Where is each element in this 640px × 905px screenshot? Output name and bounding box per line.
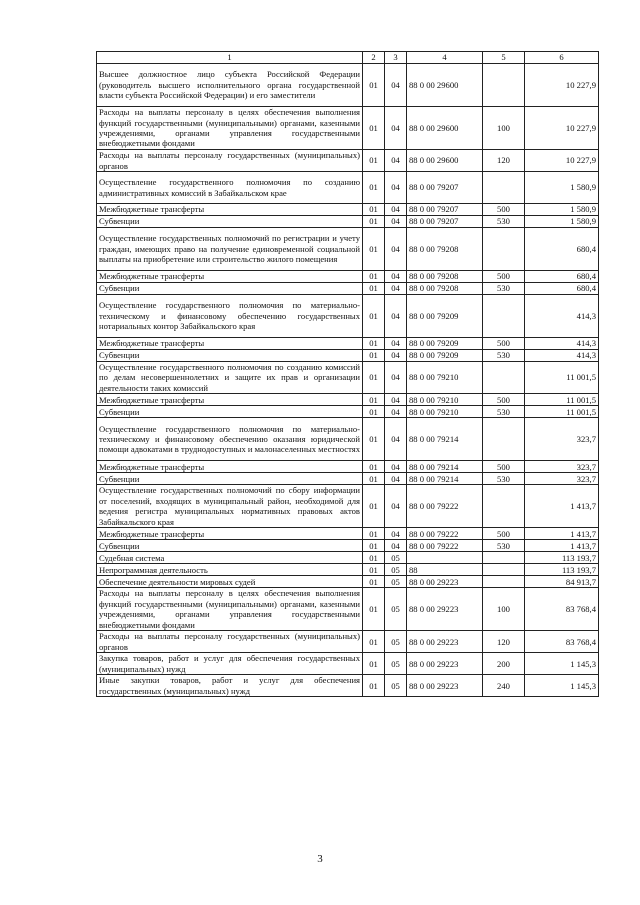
row-target-article: 88 0 00 79214 bbox=[407, 461, 483, 473]
row-amount: 11 001,5 bbox=[525, 362, 599, 394]
table-row bbox=[97, 216, 599, 228]
table-row bbox=[97, 394, 599, 406]
row-expense-type: 530 bbox=[483, 216, 525, 228]
row-name: Расходы на выплаты персоналу в целях обеспечения выполнения функций государственными (муниципальными) органами, казенными учреждениями, органами управления государственными внебюджетными фондами bbox=[97, 107, 363, 150]
row-subsection: 04 bbox=[385, 540, 407, 552]
row-amount: 680,4 bbox=[525, 228, 599, 271]
row-name: Осуществление государственных полномочий по регистрации и учету граждан, имеющих право на получение единовременной социальной выплаты на приобретение или строительство жилого помещения bbox=[97, 228, 363, 271]
row-section: 01 bbox=[363, 350, 385, 362]
row-section: 01 bbox=[363, 295, 385, 338]
table-row bbox=[97, 406, 599, 418]
row-target-article: 88 0 00 79222 bbox=[407, 485, 483, 528]
row-target-article: 88 0 00 79207 bbox=[407, 172, 483, 204]
table-row bbox=[97, 485, 599, 528]
row-expense-type bbox=[483, 64, 525, 107]
row-subsection: 05 bbox=[385, 564, 407, 576]
table-row bbox=[97, 540, 599, 552]
row-section: 01 bbox=[363, 588, 385, 631]
row-subsection: 04 bbox=[385, 204, 407, 216]
row-expense-type: 200 bbox=[483, 653, 525, 675]
row-expense-type: 100 bbox=[483, 107, 525, 150]
row-name: Межбюджетные трансферты bbox=[97, 271, 363, 283]
row-name: Судебная система bbox=[97, 552, 363, 564]
row-name: Субвенции bbox=[97, 406, 363, 418]
row-amount: 10 227,9 bbox=[525, 64, 599, 107]
row-target-article: 88 0 00 29223 bbox=[407, 653, 483, 675]
row-subsection: 04 bbox=[385, 338, 407, 350]
table-body bbox=[97, 64, 599, 697]
row-amount: 10 227,9 bbox=[525, 107, 599, 150]
row-expense-type: 100 bbox=[483, 588, 525, 631]
table-row bbox=[97, 204, 599, 216]
table-row bbox=[97, 228, 599, 271]
row-target-article: 88 0 00 79208 bbox=[407, 228, 483, 271]
table-row bbox=[97, 576, 599, 588]
row-amount: 414,3 bbox=[525, 350, 599, 362]
table-row bbox=[97, 461, 599, 473]
row-target-article: 88 0 00 79207 bbox=[407, 204, 483, 216]
row-subsection: 04 bbox=[385, 228, 407, 271]
row-name: Межбюджетные трансферты bbox=[97, 204, 363, 216]
row-subsection: 04 bbox=[385, 461, 407, 473]
table-row bbox=[97, 295, 599, 338]
header-col-2: 2 bbox=[363, 52, 385, 64]
row-subsection: 05 bbox=[385, 588, 407, 631]
header-col-1: 1 bbox=[97, 52, 363, 64]
row-expense-type: 530 bbox=[483, 283, 525, 295]
row-section: 01 bbox=[363, 216, 385, 228]
table-row bbox=[97, 552, 599, 564]
row-target-article: 88 0 00 79214 bbox=[407, 473, 483, 485]
row-amount: 680,4 bbox=[525, 283, 599, 295]
row-section: 01 bbox=[363, 564, 385, 576]
row-target-article: 88 0 00 79210 bbox=[407, 362, 483, 394]
row-section: 01 bbox=[363, 675, 385, 697]
row-subsection: 04 bbox=[385, 64, 407, 107]
row-subsection: 04 bbox=[385, 350, 407, 362]
row-target-article: 88 0 00 29223 bbox=[407, 588, 483, 631]
row-expense-type bbox=[483, 362, 525, 394]
row-section: 01 bbox=[363, 107, 385, 150]
row-amount: 11 001,5 bbox=[525, 406, 599, 418]
row-section: 01 bbox=[363, 271, 385, 283]
row-subsection: 04 bbox=[385, 150, 407, 172]
row-target-article: 88 0 00 79207 bbox=[407, 216, 483, 228]
row-section: 01 bbox=[363, 338, 385, 350]
row-target-article: 88 0 00 79214 bbox=[407, 418, 483, 461]
table-row bbox=[97, 564, 599, 576]
row-target-article: 88 0 00 79210 bbox=[407, 394, 483, 406]
row-amount: 323,7 bbox=[525, 473, 599, 485]
row-name: Расходы на выплаты персоналу в целях обеспечения выполнения функций государственными (муниципальными) органами, казенными учреждениями, органами управления государственными внебюджетными фондами bbox=[97, 588, 363, 631]
table-row bbox=[97, 172, 599, 204]
row-subsection: 04 bbox=[385, 172, 407, 204]
row-subsection: 04 bbox=[385, 528, 407, 540]
row-name: Высшее должностное лицо субъекта Российской Федерации (руководитель высшего исполнительного органа государственной власти субъекта Российской Федерации) и его заместители bbox=[97, 64, 363, 107]
row-target-article: 88 0 00 29600 bbox=[407, 107, 483, 150]
row-expense-type: 500 bbox=[483, 461, 525, 473]
row-target-article: 88 0 00 79209 bbox=[407, 338, 483, 350]
row-section: 01 bbox=[363, 204, 385, 216]
row-target-article: 88 0 00 79208 bbox=[407, 271, 483, 283]
row-expense-type: 500 bbox=[483, 394, 525, 406]
header-col-4: 4 bbox=[407, 52, 483, 64]
page-number: 3 bbox=[317, 853, 323, 865]
row-expense-type: 530 bbox=[483, 540, 525, 552]
row-target-article: 88 0 00 29223 bbox=[407, 675, 483, 697]
row-section: 01 bbox=[363, 406, 385, 418]
row-expense-type: 500 bbox=[483, 528, 525, 540]
row-expense-type: 240 bbox=[483, 675, 525, 697]
row-expense-type: 500 bbox=[483, 204, 525, 216]
row-subsection: 04 bbox=[385, 283, 407, 295]
row-section: 01 bbox=[363, 552, 385, 564]
header-col-3: 3 bbox=[385, 52, 407, 64]
row-subsection: 04 bbox=[385, 406, 407, 418]
table-row bbox=[97, 107, 599, 150]
row-name: Межбюджетные трансферты bbox=[97, 461, 363, 473]
row-subsection: 04 bbox=[385, 295, 407, 338]
row-amount: 83 768,4 bbox=[525, 631, 599, 653]
row-target-article: 88 0 00 29223 bbox=[407, 576, 483, 588]
row-section: 01 bbox=[363, 283, 385, 295]
header-row bbox=[97, 52, 599, 64]
header-col-6: 6 bbox=[525, 52, 599, 64]
row-expense-type: 530 bbox=[483, 406, 525, 418]
row-name: Осуществление государственного полномочия по созданию комиссий по делам несовершеннолетних и защите их прав и организации деятельности таких комиссий bbox=[97, 362, 363, 394]
row-name: Расходы на выплаты персоналу государственных (муниципальных) органов bbox=[97, 150, 363, 172]
row-amount: 10 227,9 bbox=[525, 150, 599, 172]
row-target-article bbox=[407, 552, 483, 564]
row-target-article: 88 0 00 79222 bbox=[407, 528, 483, 540]
row-section: 01 bbox=[363, 362, 385, 394]
row-amount: 323,7 bbox=[525, 461, 599, 473]
row-amount: 83 768,4 bbox=[525, 588, 599, 631]
row-name: Расходы на выплаты персоналу государственных (муниципальных) органов bbox=[97, 631, 363, 653]
row-amount: 1 413,7 bbox=[525, 528, 599, 540]
row-subsection: 05 bbox=[385, 552, 407, 564]
row-amount: 113 193,7 bbox=[525, 564, 599, 576]
table-row bbox=[97, 631, 599, 653]
table-row bbox=[97, 528, 599, 540]
row-section: 01 bbox=[363, 172, 385, 204]
row-subsection: 05 bbox=[385, 631, 407, 653]
row-name: Осуществление государственных полномочий по сбору информации от поселений, входящих в муниципальный район, необходимой для ведения регистра муниципальных нормативных правовых актов Забайкальского края bbox=[97, 485, 363, 528]
row-name: Субвенции bbox=[97, 283, 363, 295]
row-section: 01 bbox=[363, 473, 385, 485]
row-expense-type bbox=[483, 418, 525, 461]
row-name: Межбюджетные трансферты bbox=[97, 528, 363, 540]
budget-table bbox=[96, 51, 599, 697]
row-name: Обеспечение деятельности мировых судей bbox=[97, 576, 363, 588]
row-target-article: 88 0 00 29600 bbox=[407, 150, 483, 172]
row-expense-type bbox=[483, 552, 525, 564]
row-section: 01 bbox=[363, 540, 385, 552]
row-amount: 1 145,3 bbox=[525, 653, 599, 675]
row-subsection: 05 bbox=[385, 576, 407, 588]
row-subsection: 04 bbox=[385, 271, 407, 283]
row-expense-type bbox=[483, 295, 525, 338]
row-amount: 1 580,9 bbox=[525, 172, 599, 204]
row-amount: 414,3 bbox=[525, 295, 599, 338]
row-section: 01 bbox=[363, 461, 385, 473]
row-amount: 414,3 bbox=[525, 338, 599, 350]
row-section: 01 bbox=[363, 653, 385, 675]
row-amount: 323,7 bbox=[525, 418, 599, 461]
row-expense-type bbox=[483, 485, 525, 528]
table-row bbox=[97, 271, 599, 283]
table-row bbox=[97, 675, 599, 697]
row-name: Осуществление государственного полномочия по созданию административных комиссий в Забайкальском крае bbox=[97, 172, 363, 204]
row-subsection: 04 bbox=[385, 394, 407, 406]
row-name: Непрограммная деятельность bbox=[97, 564, 363, 576]
table-row bbox=[97, 350, 599, 362]
row-subsection: 04 bbox=[385, 216, 407, 228]
row-expense-type bbox=[483, 172, 525, 204]
row-section: 01 bbox=[363, 418, 385, 461]
row-amount: 11 001,5 bbox=[525, 394, 599, 406]
row-amount: 680,4 bbox=[525, 271, 599, 283]
row-target-article: 88 0 00 79222 bbox=[407, 540, 483, 552]
row-expense-type bbox=[483, 564, 525, 576]
row-target-article: 88 0 00 29600 bbox=[407, 64, 483, 107]
row-subsection: 05 bbox=[385, 675, 407, 697]
row-expense-type: 530 bbox=[483, 350, 525, 362]
row-subsection: 04 bbox=[385, 485, 407, 528]
row-expense-type bbox=[483, 228, 525, 271]
table-row bbox=[97, 473, 599, 485]
row-amount: 1 580,9 bbox=[525, 204, 599, 216]
row-name: Осуществление государственного полномочия по материально-техническому и финансовому обеспечению государственных нотариальных контор Забайкальского края bbox=[97, 295, 363, 338]
row-expense-type bbox=[483, 576, 525, 588]
row-amount: 1 413,7 bbox=[525, 540, 599, 552]
row-name: Иные закупки товаров, работ и услуг для обеспечения государственных (муниципальных) нужд bbox=[97, 675, 363, 697]
row-subsection: 05 bbox=[385, 653, 407, 675]
table-row bbox=[97, 283, 599, 295]
row-target-article: 88 0 00 79209 bbox=[407, 295, 483, 338]
row-section: 01 bbox=[363, 485, 385, 528]
row-target-article: 88 0 00 29223 bbox=[407, 631, 483, 653]
budget-document bbox=[96, 51, 598, 697]
row-name: Субвенции bbox=[97, 473, 363, 485]
row-name: Межбюджетные трансферты bbox=[97, 394, 363, 406]
table-row bbox=[97, 588, 599, 631]
row-amount: 84 913,7 bbox=[525, 576, 599, 588]
row-name: Закупка товаров, работ и услуг для обеспечения государственных (муниципальных) нужд bbox=[97, 653, 363, 675]
row-target-article: 88 bbox=[407, 564, 483, 576]
row-name: Межбюджетные трансферты bbox=[97, 338, 363, 350]
row-subsection: 04 bbox=[385, 107, 407, 150]
row-expense-type: 120 bbox=[483, 631, 525, 653]
table-row bbox=[97, 338, 599, 350]
table-row bbox=[97, 362, 599, 394]
row-section: 01 bbox=[363, 394, 385, 406]
row-name: Осуществление государственного полномочия по материально-техническому и финансовому обеспечению оказания юридической помощи адвокатами в труднодоступных и малонаселенных местностях bbox=[97, 418, 363, 461]
table-row bbox=[97, 64, 599, 107]
row-section: 01 bbox=[363, 228, 385, 271]
row-section: 01 bbox=[363, 64, 385, 107]
row-section: 01 bbox=[363, 150, 385, 172]
row-subsection: 04 bbox=[385, 473, 407, 485]
row-target-article: 88 0 00 79210 bbox=[407, 406, 483, 418]
row-expense-type: 500 bbox=[483, 338, 525, 350]
row-amount: 113 193,7 bbox=[525, 552, 599, 564]
row-expense-type: 120 bbox=[483, 150, 525, 172]
table-row bbox=[97, 418, 599, 461]
table-row bbox=[97, 150, 599, 172]
row-subsection: 04 bbox=[385, 418, 407, 461]
row-section: 01 bbox=[363, 528, 385, 540]
header-col-5: 5 bbox=[483, 52, 525, 64]
row-amount: 1 145,3 bbox=[525, 675, 599, 697]
row-expense-type: 500 bbox=[483, 271, 525, 283]
table-row bbox=[97, 653, 599, 675]
row-name: Субвенции bbox=[97, 540, 363, 552]
row-name: Субвенции bbox=[97, 350, 363, 362]
row-target-article: 88 0 00 79208 bbox=[407, 283, 483, 295]
row-section: 01 bbox=[363, 631, 385, 653]
row-subsection: 04 bbox=[385, 362, 407, 394]
row-section: 01 bbox=[363, 576, 385, 588]
row-name: Субвенции bbox=[97, 216, 363, 228]
row-amount: 1 580,9 bbox=[525, 216, 599, 228]
row-expense-type: 530 bbox=[483, 473, 525, 485]
row-target-article: 88 0 00 79209 bbox=[407, 350, 483, 362]
row-amount: 1 413,7 bbox=[525, 485, 599, 528]
